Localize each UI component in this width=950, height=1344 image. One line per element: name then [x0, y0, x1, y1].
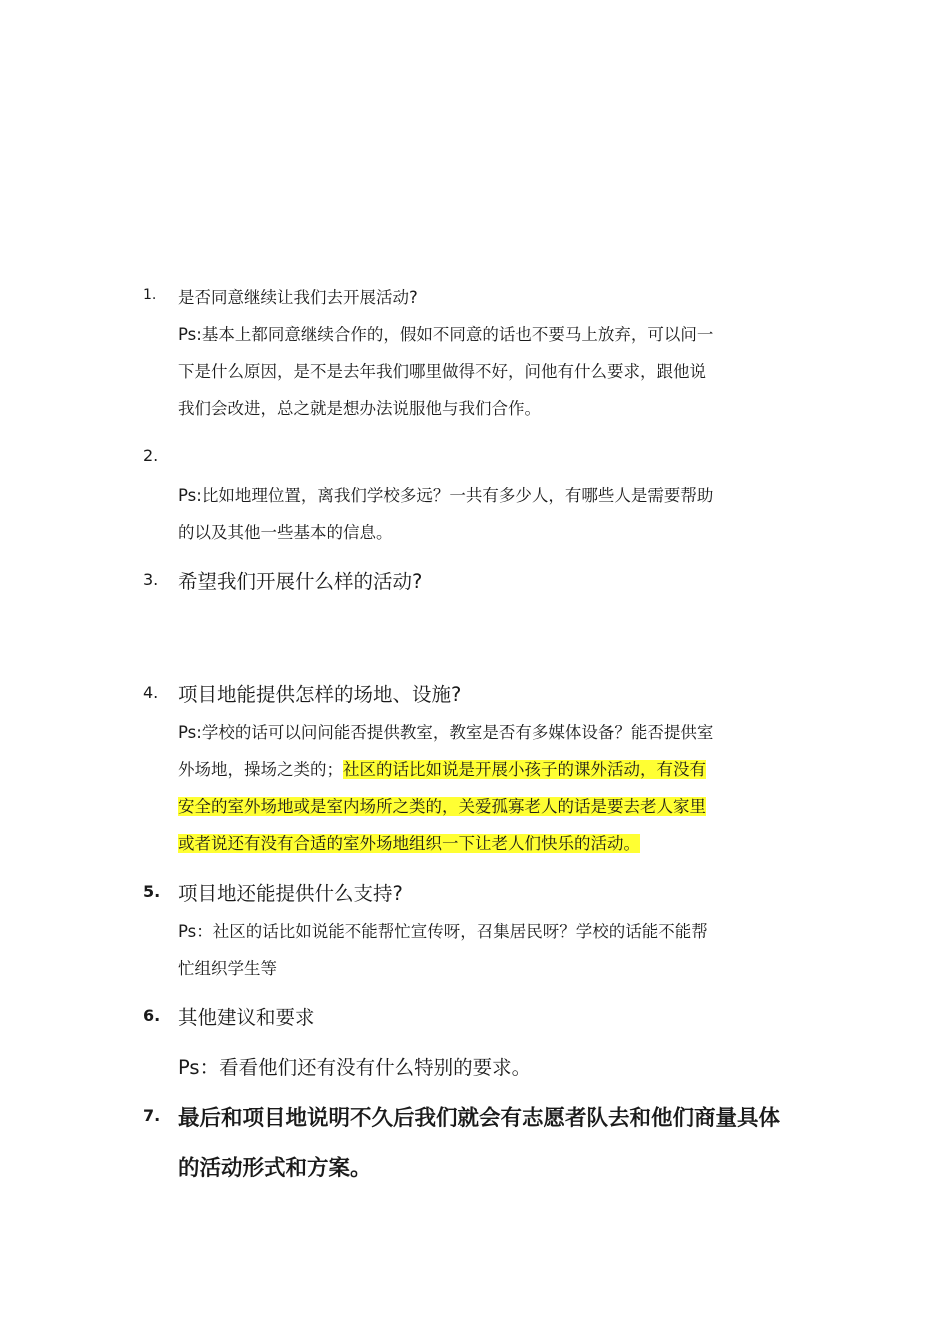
item-question: 项目地能提供怎样的场地、设施?: [178, 683, 462, 706]
item-note-line: 我们会改进，总之就是想办法说服他与我们合作。: [178, 399, 541, 418]
item-note-line: 忙组织学生等: [178, 959, 277, 978]
item-question: 项目地还能提供什么支持?: [178, 882, 403, 905]
item-question: 希望我们开展什么样的活动?: [178, 570, 423, 593]
item-number: 2.: [143, 446, 159, 465]
item-number: 4.: [143, 683, 159, 702]
highlighted-note: 社区的话比如说是开展小孩子的课外活动，有没有: [343, 760, 706, 779]
item-note-line: [178, 793, 706, 817]
item-note-line: 的以及其他一些基本的信息。: [178, 523, 393, 542]
item-note-line: Ps：社区的话比如说能不能帮忙宣传呀，召集居民呀？学校的话能不能帮: [178, 922, 708, 941]
item-note-line: Ps：看看他们还有没有什么特别的要求。: [178, 1056, 532, 1079]
item-question: 是否同意继续让我们去开展活动?: [178, 288, 418, 307]
item-note-line: Ps:基本上都同意继续合作的，假如不同意的话也不要马上放弃，可以问一: [178, 325, 714, 344]
item-number: 1.: [143, 287, 157, 303]
highlighted-note: 安全的室外场地或是室内场所之类的，关爱孤寡老人的话是要去老人家里: [178, 797, 706, 816]
item-note-line: Ps:学校的话可以问问能否提供教室，教室是否有多媒体设备？能否提供室: [178, 723, 714, 742]
item-note-line: Ps:比如地理位置，离我们学校多远？一共有多少人，有哪些人是需要帮助: [178, 486, 714, 505]
item-number: 6.: [143, 1006, 161, 1025]
item-question-line: 的活动形式和方案。: [178, 1156, 372, 1181]
item-number: 7.: [143, 1106, 161, 1125]
item-question: 其他建议和要求: [178, 1006, 315, 1029]
item-number: 5.: [143, 882, 161, 901]
highlighted-note: 或者说还有没有合适的室外场地组织一下让老人们快乐的活动。: [178, 834, 640, 853]
item-note-line: 下是什么原因，是不是去年我们哪里做得不好，问他有什么要求，跟他说: [178, 362, 706, 381]
item-number: 3.: [143, 570, 159, 589]
item-note-line: [178, 830, 640, 854]
item-note-line: [178, 756, 706, 780]
item-question-line: 最后和项目地说明不久后我们就会有志愿者队去和他们商量具体: [178, 1106, 781, 1131]
item-note-plain: 外场地，操场之类的；: [178, 760, 343, 779]
